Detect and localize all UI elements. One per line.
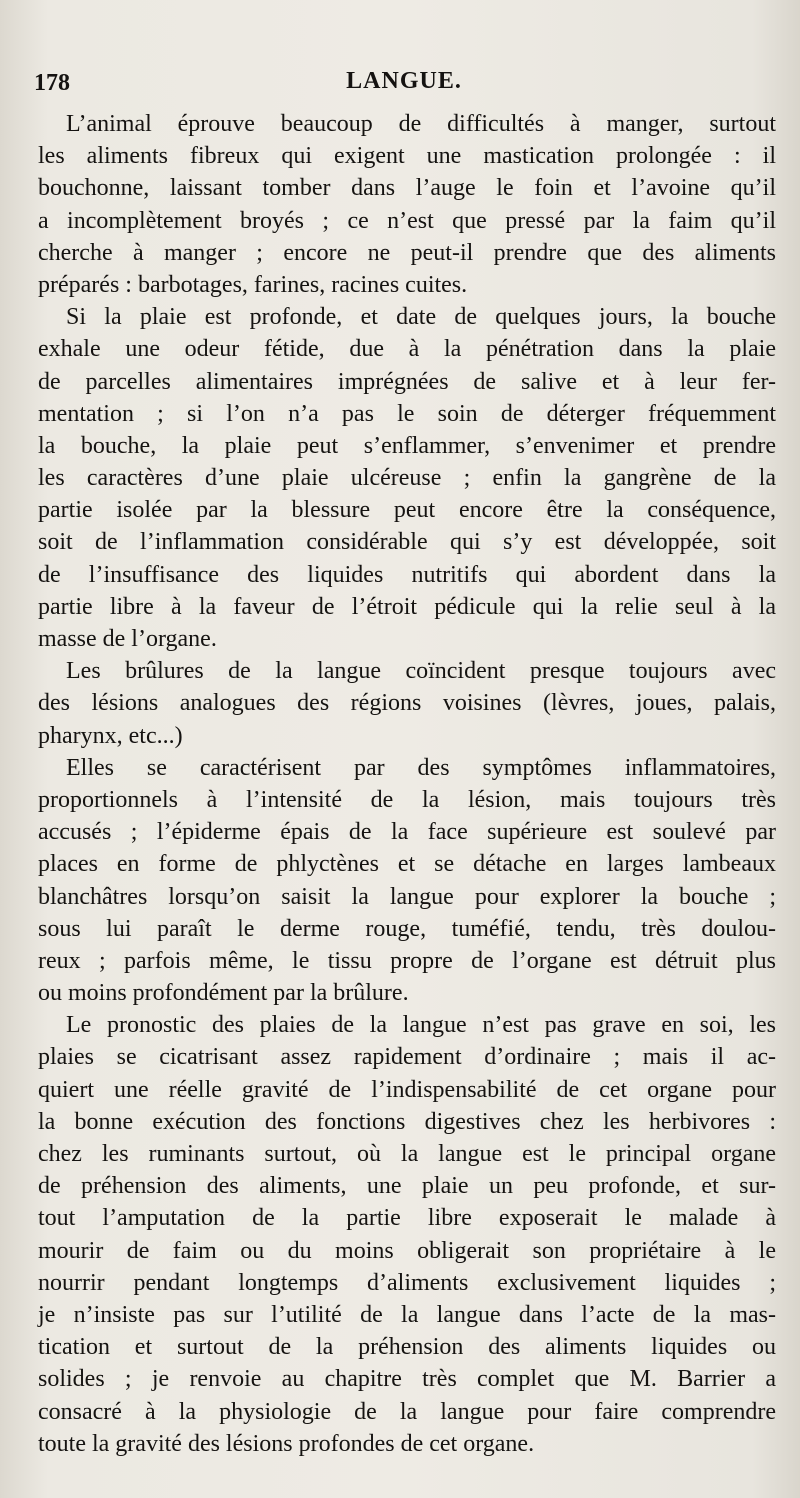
- text-line: de préhension des aliments, une plaie un peu profonde, et sur-: [38, 1173, 776, 1200]
- text-line: tout l’amputation de la partie libre exposerait le malade à: [38, 1205, 776, 1232]
- text-line: mourir de faim ou du moins obligerait son propriétaire à le: [38, 1237, 776, 1264]
- text-line: tication et surtout de la préhension des aliments liquides ou: [38, 1334, 776, 1361]
- text-line: solides ; je renvoie au chapitre très complet que M. Barrier a: [38, 1366, 776, 1393]
- text-line: de parcelles alimentaires imprégnées de salive et à leur fer-: [38, 368, 776, 395]
- text-line: L’animal éprouve beaucoup de difficultés à manger, surtout: [66, 111, 776, 137]
- text-line: soit de l’inflammation considérable qui s’y est développée, soit: [38, 529, 776, 556]
- text-line: la bonne exécution des fonctions digestives chez les herbivores :: [38, 1108, 776, 1135]
- text-line: partie libre à la faveur de l’étroit pédicule qui la relie seul à la: [38, 593, 776, 620]
- text-line: pharynx, etc...): [38, 722, 183, 749]
- text-line: reux ; parfois même, le tissu propre de l’organe est détruit plus: [38, 947, 776, 974]
- text-line: toute la gravité des lésions profondes de cet organe.: [38, 1430, 535, 1457]
- text-line: blanchâtres lorsqu’on saisit la langue pour explorer la bouche ;: [38, 883, 776, 910]
- page-header: [34, 64, 774, 104]
- text-line: proportionnels à l’intensité de la lésion, mais toujours très: [38, 786, 776, 813]
- text-line: bouchonne, laissant tomber dans l’auge le foin et l’avoine qu’il: [38, 175, 776, 202]
- text-line: nourrir pendant longtemps d’aliments exclusivement liquides ;: [38, 1269, 776, 1296]
- text-line: de l’insuffisance des liquides nutritifs qui abordent dans la: [38, 561, 776, 588]
- text-line: exhale une odeur fétide, due à la pénétration dans la plaie: [38, 336, 776, 363]
- text-line: sous lui paraît le derme rouge, tuméfié, tendu, très doulou-: [38, 915, 776, 942]
- text-line: quiert une réelle gravité de l’indispensabilité de cet organe pour: [38, 1076, 776, 1103]
- text-line: masse de l’organe.: [38, 626, 217, 652]
- text-line: a incomplètement broyés ; ce n’est que pressé par la faim qu’il: [38, 207, 776, 234]
- text-line: Les brûlures de la langue coïncident presque toujours avec: [66, 658, 776, 685]
- text-line: plaies se cicatrisant assez rapidement d’ordinaire ; mais il ac-: [38, 1044, 776, 1071]
- text-line: cherche à manger ; encore ne peut-il prendre que des aliments: [38, 239, 776, 266]
- text-line: ou moins profondément par la brûlure.: [38, 980, 409, 1007]
- text-line: places en forme de phlyctènes et se détache en larges lambeaux: [38, 851, 776, 878]
- text-line: la bouche, la plaie peut s’enflammer, s’envenimer et prendre: [38, 432, 776, 459]
- text-line: partie isolée par la blessure peut encore être la conséquence,: [38, 497, 776, 524]
- text-line: Si la plaie est profonde, et date de quelques jours, la bouche: [66, 304, 776, 331]
- text-line: des lésions analogues des régions voisines (lèvres, joues, palais,: [38, 690, 776, 717]
- text-line: consacré à la physiologie de la langue pour faire comprendre: [38, 1398, 776, 1425]
- text-line: accusés ; l’épiderme épais de la face supérieure est soulevé par: [38, 819, 776, 846]
- body-text: [38, 108, 776, 1460]
- page-number: 178: [34, 70, 70, 96]
- running-head: LANGUE.: [346, 68, 462, 94]
- text-line: mentation ; si l’on n’a pas le soin de déterger fréquemment: [38, 400, 776, 427]
- text-line: les caractères d’une plaie ulcéreuse ; enfin la gangrène de la: [38, 465, 776, 492]
- text-line: Elles se caractérisent par des symptômes inflammatoires,: [66, 754, 776, 781]
- text-line: chez les ruminants surtout, où la langue est le principal organe: [38, 1141, 776, 1167]
- text-line: préparés : barbotages, farines, racines cuites.: [38, 271, 468, 298]
- text-line: les aliments fibreux qui exigent une mastication prolongée : il: [38, 143, 776, 170]
- text-line: je n’insiste pas sur l’utilité de la langue dans l’acte de la mas-: [38, 1301, 776, 1328]
- text-line: Le pronostic des plaies de la langue n’est pas grave en soi, les: [66, 1012, 776, 1039]
